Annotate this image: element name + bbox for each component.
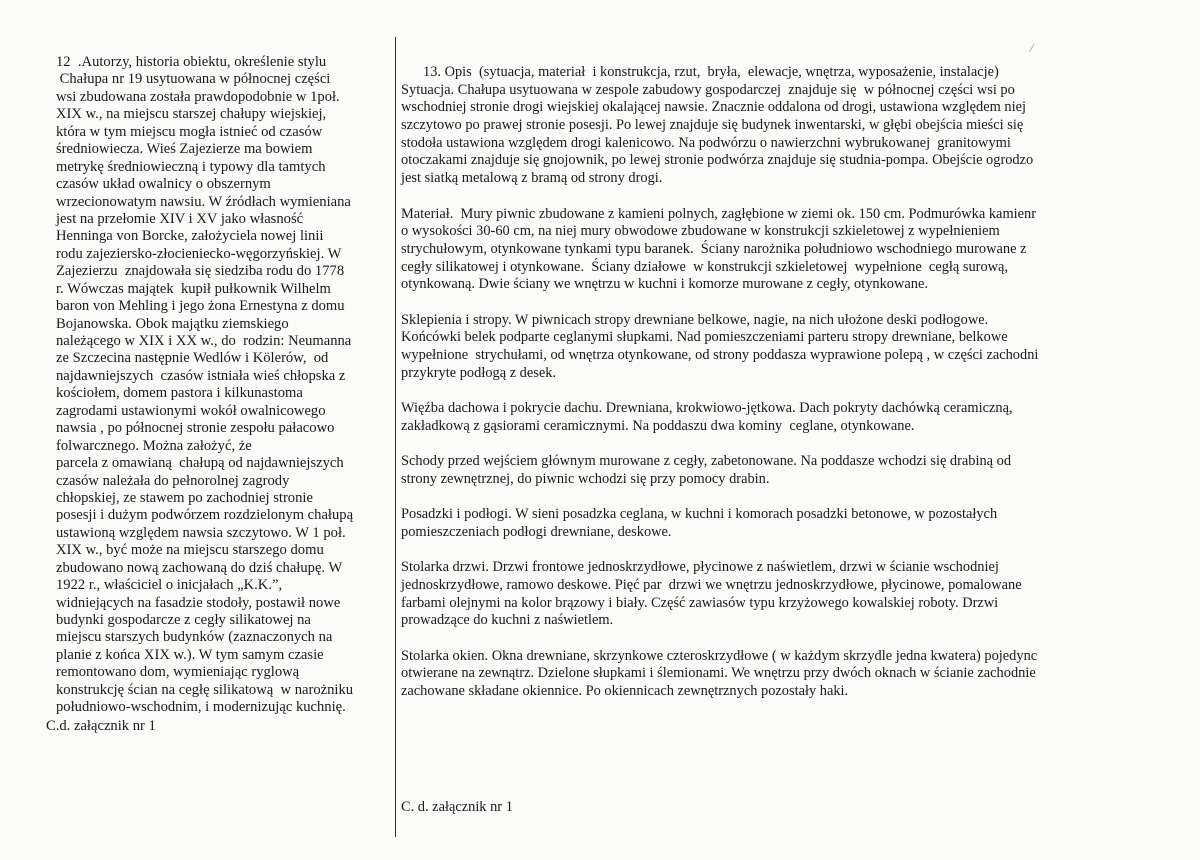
left-line: r. Wówczas majątek kupił pułkownik Wilhelm [56,280,331,297]
right-line: stodoła ustawiona względem drogi kalenicowo. Na podwórzu o nawierzchni wybrukowanej granitowymi [401,134,1011,151]
right-continuation-note: C. d. załącznik nr 1 [401,799,513,815]
left-line: średniowiecza. Wieś Zajezierze ma bowiem [56,141,313,158]
paragraph-gap [401,435,1191,453]
left-line: 1922 r., właściciel o inicjałach „K.K.”, [56,577,283,594]
right-line: otwierane na zewnątrz. Dzielone słupkami i ślemionami. We wnętrzu przy dwóch oknach w ścianie zachodnie [401,665,1036,682]
right-line: szczytowo po prawej stronie posesji. Po lewej znajduje się budynek inwentarski, w głębi obejścia mieści się [401,117,1024,134]
right-line: zakładkową z gąsiorami ceramicznymi. Na poddaszu dwa kominy ceglane, otynkowane. [401,417,915,434]
left-line: nawsia , po północnej stronie zespołu pałacowo [56,420,335,437]
left-line: Zajezierzu znajdowała się siedziba rodu do 1778 [56,263,345,280]
left-line: baron von Mehling i jego żona Ernestyna z domu [56,298,345,315]
stray-mark: / [1028,39,1036,56]
left-line: rodu zajeziersko-złocieniecko-węgorzyńskiej. W [56,245,342,262]
right-line: wschodniej stronie drogi wiejskiej okalającej nawsie. Znacznie oddalona od drogi, ustawiona względem niej [401,99,1027,116]
left-line: wrzecionowatym nawsiu. W źródłach wymieniana [56,193,351,210]
left-line: XIX w., być może na miejscu starszego domu [56,542,324,559]
left-line: konstrukcję ścian na cegłę silikatową w narożniku [56,681,354,698]
left-continuation-note: C.d. załącznik nr 1 [46,717,156,734]
left-line: folwarcznego. Można założyć, że [56,437,252,454]
right-line: Schody przed wejściem głównym murowane z cegły, zabetonowane. Na poddasze wchodzi się drabiną od [401,453,1012,470]
left-line: posesji i dużym podwórzem rozdzielonym chałupą [56,507,354,524]
left-line: miejscu starszych budynków (zaznaczonych na [56,629,333,646]
left-line: metrykę średniowieczną i typowy dla tamtych [56,158,326,175]
paragraph-gap [401,489,1191,507]
right-line: Posadzki i podłogi. W sieni posadzka ceglana, w kuchni i komorach posadzki betonowe, w pozostałych [401,506,998,523]
right-line: jednoskrzydłowe, ramowo deskowe. Pięć par drzwi we wnętrzu jednoskrzydłowe, płycinowe, pomalowane [401,576,1022,593]
paragraph-gap [401,188,1191,206]
left-line: kościołem, domem pastora i kilkunastoma [56,385,303,402]
right-line: cegły silikatowej i otynkowane. Ściany działowe w konstrukcji szkieletowej wypełnione cegłą surową, [401,258,1009,275]
right-line: Sklepienia i stropy. W piwnicach stropy drewniane belkowe, nagie, na nich ułożone deski podłogowe. [401,311,989,328]
left-column [46,54,386,735]
right-line: pomieszczeniach podłogi drewniane, deskowe. [401,523,672,540]
left-line: która w tym miejscu mogła istnieć od czasów [56,123,323,140]
column-divider [395,37,396,837]
right-line: jest siatką metalową z bramą od strony drogi. [401,170,663,187]
left-line: XIX w., na miejscu starszej chałupy wiejskiej, [56,106,327,123]
left-line: czasów należała do pełnorolnej zagrody [56,472,290,489]
right-line: strony zewnętrznej, do piwnic wchodzi się przy pomocy drabin. [401,470,770,487]
left-line: jest na przełomie XIV i XV jako własność [56,210,304,227]
right-line: zachowane składane okiennice. Po okiennicach zewnętrznych pozostały haki. [401,683,849,700]
right-line: otoczakami znajduje się gnojownik, po lewej stronie podwórza znajduje się studnia-pompa. Obejście ogrodzo [401,152,1034,169]
left-line: 12 .Autorzy, historia obiektu, określenie stylu [56,54,327,70]
left-line: ustawioną względem nawsia szczytowo. W 1 poł. [56,524,346,541]
paragraph-gap [401,382,1191,400]
right-line: Więźba dachowa i pokrycie dachu. Drewniana, krokwiowo-jętkowa. Dach pokryty dachówką ceramiczną, [401,400,1013,417]
right-line: Stolarka drzwi. Drzwi frontowe jednoskrzydłowe, płycinowe z naświetlem, drzwi w ścianie wschodniej [401,559,999,576]
left-line: czasów układ owalnicy o obszernym [56,176,271,193]
left-line: widniejących na fasadzie stodoły, postawił nowe [56,594,341,611]
paragraph-gap [401,294,1191,312]
right-line: Materiał. Mury piwnic zbudowane z kamieni polnych, zagłębione w ziemi ok. 150 cm. Podmurówka kamienr [401,205,1037,222]
left-line: chłopskiej, ze stawem po zachodniej stronie [56,489,313,506]
left-line: należącego w XIX i XX w., do rodzin: Neumanna [56,333,352,349]
right-line: o wysokości 30-60 cm, na niej mury obwodowe zbudowane w konstrukcji szkieletowej z wypełnieniem [401,223,1000,240]
left-line: zbudowano nową zachowaną do dziś chałupę. W [56,559,343,576]
right-line: strychułowym, otynkowane tynkami typu baranek. Ściany narożnika południowo wschodniego murowane z [401,240,1027,257]
left-line: Chałupa nr 19 usytuowana w północnej części [56,71,331,88]
left-line: budynki gospodarcze z cegły silikatowej na [56,612,311,628]
right-line: Sytuacja. Chałupa usytuowana w zespole zabudowy gospodarczej znajduje się w północnej części wsi po [401,81,1015,98]
right-line: Stolarka okien. Okna drewniane, skrzynkowe czteroskrzydłowe ( w każdym skrzydle jedna kwatera) pojedync [401,647,1038,664]
right-line: otynkowaną. Dwie ściany we wnętrzu w kuchni i komorze murowane z cegły, otynkowane. [401,276,928,293]
left-line: Bojanowska. Obok majątku ziemskiego [56,315,289,332]
left-line: najdawniejszych czasów istniała wieś chłopska z [56,367,346,384]
left-line: ze Szczecina następnie Wedlów i Kölerów, od [56,350,329,367]
left-line: Henninga von Borcke, założyciela nowej linii [56,228,324,245]
left-line: południowo-wschodnim, i modernizując kuchnię. [56,699,346,716]
left-line: wsi zbudowana została prawdopodobnie w 1poł. [56,88,340,105]
left-line: zagrodami ustawionymi wokół owalnicowego [56,402,326,419]
right-line: prowadzące do kuchni z naświetlem. [401,612,614,629]
left-line: remontowano dom, wymieniając ryglową [56,664,300,681]
paragraph-gap [401,630,1191,648]
paragraph-gap [401,542,1191,560]
right-line: przykryte podłogą z desek. [401,364,557,381]
right-line: farbami olejnymi na kolor brązowy i biały. Część zawiasów typu krzyżowego kowalskiej roboty. Drzwi [401,594,999,611]
right-line: Końcówki belek podparte ceglanymi słupkami. Nad pomieszczeniami parteru stropy drewniane, belkowe [401,329,1008,346]
section-heading: 13. Opis (sytuacja, materiał i konstrukcja, rzut, bryła, elewacje, wnętrza, wyposażenie, instalacje) [423,64,999,80]
right-column [401,64,1191,815]
left-line: parcela z omawianą chałupą od najdawniejszych [56,455,344,472]
left-line: planie z końca XIX w.). W tym samym czasie [56,646,324,663]
right-line: wypełnione strychułami, od wnętrza otynkowane, od strony poddasza wyprawione polepą , w części zachodni [401,347,1039,363]
